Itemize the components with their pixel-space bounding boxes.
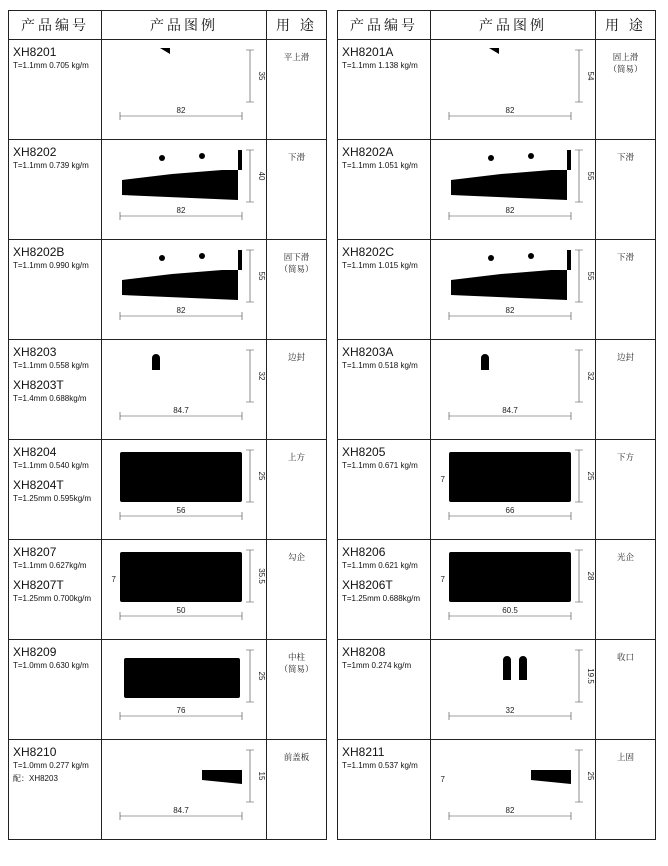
product-code: XH8204	[13, 445, 57, 459]
product-spec: T=1.1mm 0.540 kg/m	[13, 461, 89, 470]
header-code: 产品编号	[9, 11, 102, 40]
profile-outline	[124, 648, 240, 710]
width-dimension: 82	[176, 106, 186, 115]
header-figure: 产品图例	[102, 11, 267, 40]
profile-outline	[449, 770, 571, 786]
product-row	[338, 340, 656, 440]
product-row	[9, 140, 327, 240]
usage-cell	[596, 440, 656, 540]
height-dimension: 55	[257, 271, 266, 281]
usage-label: 下滑	[287, 153, 305, 163]
small-dimension: 7	[440, 475, 445, 484]
product-row	[338, 640, 656, 740]
profile-drawing	[431, 340, 596, 439]
height-dimension: 32	[586, 371, 595, 381]
profile-outline	[451, 150, 571, 200]
product-table-left	[8, 10, 327, 840]
usage-cell	[267, 340, 327, 440]
product-row	[338, 240, 656, 340]
profile-outline	[449, 552, 571, 602]
product-spec: T=1.0mm 0.630 kg/m	[13, 661, 89, 670]
product-code-cell	[9, 240, 102, 340]
profile-outline	[449, 350, 571, 402]
product-spec: T=1.0mm 0.277 kg/m	[13, 761, 89, 770]
product-row	[338, 40, 656, 140]
product-spec: T=1.25mm 0.595kg/m	[13, 494, 92, 503]
height-dimension: 28	[586, 571, 595, 581]
dimension-lines	[120, 50, 254, 120]
product-code-cell	[338, 640, 431, 740]
usage-cell	[596, 740, 656, 840]
profile-figure-cell	[102, 340, 267, 440]
width-dimension: 82	[505, 306, 515, 315]
usage-cell	[267, 140, 327, 240]
profile-drawing	[102, 440, 267, 539]
usage-cell	[267, 540, 327, 640]
product-code: XH8210	[13, 745, 57, 759]
small-dimension: 7	[440, 775, 445, 784]
product-code: XH8203	[13, 345, 57, 359]
profile-drawing	[102, 40, 267, 139]
dimension-lines	[449, 750, 583, 820]
product-row	[9, 540, 327, 640]
width-dimension: 84.7	[173, 806, 189, 815]
product-row	[9, 640, 327, 740]
height-dimension: 35	[257, 71, 266, 81]
product-row	[338, 140, 656, 240]
width-dimension: 82	[176, 206, 186, 215]
width-dimension: 84.7	[502, 406, 518, 415]
profile-figure-cell	[102, 540, 267, 640]
usage-label: 边封	[287, 353, 305, 363]
product-spec: T=1.1mm 0.621 kg/m	[342, 561, 418, 570]
profile-drawing	[102, 140, 267, 239]
profile-figure-cell	[102, 640, 267, 740]
product-code: XH8208	[342, 645, 386, 659]
usage-label: （简易）	[279, 665, 314, 675]
profile-figure-cell	[102, 40, 267, 140]
profile-drawing	[102, 540, 267, 639]
height-dimension: 55	[586, 271, 595, 281]
header-use: 用 途	[596, 11, 656, 40]
profile-figure-cell	[431, 140, 596, 240]
usage-cell	[596, 40, 656, 140]
width-dimension: 84.7	[173, 406, 189, 415]
profile-drawing	[102, 340, 267, 439]
product-spec: T=1.1mm 1.015 kg/m	[342, 261, 418, 270]
product-code-cell	[9, 140, 102, 240]
usage-cell	[596, 340, 656, 440]
profile-outline	[120, 552, 242, 602]
profile-drawing	[102, 640, 267, 739]
product-row	[9, 440, 327, 540]
height-dimension: 40	[257, 171, 266, 181]
profile-figure-cell	[431, 340, 596, 440]
product-code-cell	[9, 340, 102, 440]
product-spec: T=1.1mm 0.558 kg/m	[13, 361, 89, 370]
product-spec: T=1.1mm 0.990 kg/m	[13, 261, 89, 270]
height-dimension: 25	[257, 471, 266, 481]
profile-drawing	[431, 440, 596, 539]
usage-label: 边封	[616, 353, 634, 363]
product-spec: T=1.1mm 0.537 kg/m	[342, 761, 418, 770]
profile-figure-cell	[431, 240, 596, 340]
usage-label: 光企	[616, 553, 634, 563]
usage-label: 勾企	[287, 553, 305, 563]
profile-figure-cell	[431, 540, 596, 640]
product-code: XH8205	[342, 445, 386, 459]
height-dimension: 32	[257, 371, 266, 381]
profile-figure-cell	[431, 40, 596, 140]
profile-outline	[449, 452, 571, 502]
product-code-cell	[338, 740, 431, 840]
product-code-cell	[338, 140, 431, 240]
profile-outline	[120, 770, 242, 786]
product-code: XH8204T	[13, 478, 64, 492]
product-spec: T=1mm 0.274 kg/m	[342, 661, 412, 670]
usage-label: 平上滑	[283, 53, 310, 63]
profile-drawing	[431, 240, 596, 339]
usage-label: 收口	[616, 653, 634, 663]
product-code: XH8211	[342, 745, 385, 759]
profile-figure-cell	[102, 140, 267, 240]
usage-cell	[267, 740, 327, 840]
product-code-cell	[338, 240, 431, 340]
usage-cell	[267, 40, 327, 140]
usage-label: 中柱	[287, 653, 305, 663]
product-spec: T=1.1mm 0.705 kg/m	[13, 61, 89, 70]
profile-figure-cell	[431, 740, 596, 840]
profile-drawing	[102, 240, 267, 339]
product-code-cell	[338, 440, 431, 540]
usage-label: 前盖板	[283, 753, 310, 763]
height-dimension: 15	[257, 771, 266, 781]
profile-figure-cell	[431, 640, 596, 740]
usage-cell	[267, 240, 327, 340]
product-code: XH8203T	[13, 378, 64, 392]
width-dimension: 82	[505, 206, 515, 215]
profile-drawing	[431, 40, 596, 139]
product-code: XH8201	[13, 45, 57, 59]
product-spec: T=1.1mm 1.051 kg/m	[342, 161, 418, 170]
usage-label: 固下滑	[283, 253, 310, 263]
usage-cell	[596, 240, 656, 340]
usage-label: 下方	[616, 453, 634, 463]
height-dimension: 35.5	[257, 568, 266, 584]
height-dimension: 25	[586, 771, 595, 781]
profile-drawing	[431, 740, 596, 839]
product-spec: T=1.25mm 0.688kg/m	[342, 594, 421, 603]
usage-cell	[267, 440, 327, 540]
dimension-lines	[449, 50, 583, 120]
profile-outline	[122, 150, 242, 200]
profile-outline	[451, 48, 571, 100]
product-spec: 配：XH8203	[13, 774, 58, 783]
usage-cell	[596, 140, 656, 240]
width-dimension: 66	[505, 506, 515, 515]
profile-drawing	[431, 140, 596, 239]
product-code-cell	[9, 440, 102, 540]
product-row	[9, 740, 327, 840]
usage-cell	[596, 540, 656, 640]
product-spec: T=1.1mm 0.518 kg/m	[342, 361, 418, 370]
header-use: 用 途	[267, 11, 327, 40]
width-dimension: 76	[176, 706, 186, 715]
product-code-cell	[338, 540, 431, 640]
width-dimension: 82	[505, 806, 515, 815]
product-spec: T=1.1mm 0.627kg/m	[13, 561, 87, 570]
product-code-cell	[9, 40, 102, 140]
product-code: XH8202C	[342, 245, 395, 259]
product-code: XH8201A	[342, 45, 394, 59]
small-dimension: 7	[111, 575, 116, 584]
width-dimension: 60.5	[502, 606, 518, 615]
usage-label: 上方	[287, 453, 305, 463]
profile-outline	[451, 250, 571, 300]
profile-figure-cell	[431, 440, 596, 540]
profile-drawing	[431, 640, 596, 739]
product-spec: T=1.25mm 0.700kg/m	[13, 594, 92, 603]
height-dimension: 54	[586, 71, 595, 81]
width-dimension: 32	[505, 706, 515, 715]
product-code: XH8207	[13, 545, 57, 559]
profile-outline	[122, 250, 242, 300]
product-code-cell	[338, 340, 431, 440]
product-code: XH8202	[13, 145, 57, 159]
usage-label: 下滑	[616, 153, 634, 163]
product-code: XH8209	[13, 645, 57, 659]
usage-cell	[596, 640, 656, 740]
profile-drawing	[102, 740, 267, 839]
width-dimension: 50	[176, 606, 186, 615]
usage-label: （简易）	[608, 65, 643, 75]
usage-label: 固上滑	[612, 53, 639, 63]
profile-outline	[486, 656, 541, 700]
product-code-cell	[9, 640, 102, 740]
product-table-right	[337, 10, 656, 840]
height-dimension: 25	[257, 671, 266, 681]
product-code-cell	[9, 740, 102, 840]
profile-figure-cell	[102, 740, 267, 840]
product-row	[338, 540, 656, 640]
product-code: XH8203A	[342, 345, 394, 359]
profile-drawing	[431, 540, 596, 639]
width-dimension: 56	[176, 506, 186, 515]
small-dimension: 7	[440, 575, 445, 584]
usage-label: 上固	[616, 753, 634, 763]
height-dimension: 19.5	[586, 668, 595, 684]
product-spec: T=1.1mm 1.138 kg/m	[342, 61, 418, 70]
product-code-cell	[9, 540, 102, 640]
width-dimension: 82	[176, 306, 186, 315]
product-row	[338, 440, 656, 540]
profile-outline	[120, 452, 242, 502]
product-code-cell	[338, 40, 431, 140]
dimension-lines	[449, 650, 583, 720]
usage-label: （简易）	[279, 265, 314, 275]
product-row	[9, 240, 327, 340]
product-code: XH8206T	[342, 578, 393, 592]
product-spec: T=1.1mm 0.671 kg/m	[342, 461, 418, 470]
product-row	[338, 740, 656, 840]
product-row	[9, 40, 327, 140]
profile-figure-cell	[102, 240, 267, 340]
product-spec: T=1.1mm 0.739 kg/m	[13, 161, 89, 170]
width-dimension: 82	[505, 106, 515, 115]
product-code: XH8207T	[13, 578, 64, 592]
height-dimension: 25	[586, 471, 595, 481]
product-code: XH8202B	[13, 245, 65, 259]
header-code: 产品编号	[338, 11, 431, 40]
usage-label: 下滑	[616, 253, 634, 263]
product-spec: T=1.4mm 0.688kg/m	[13, 394, 87, 403]
profile-outline	[122, 48, 242, 100]
product-code: XH8206	[342, 545, 386, 559]
product-code: XH8202A	[342, 145, 394, 159]
profile-figure-cell	[102, 440, 267, 540]
profile-outline	[120, 350, 242, 402]
usage-cell	[267, 640, 327, 740]
product-row	[9, 340, 327, 440]
height-dimension: 55	[586, 171, 595, 181]
header-figure: 产品图例	[431, 11, 596, 40]
